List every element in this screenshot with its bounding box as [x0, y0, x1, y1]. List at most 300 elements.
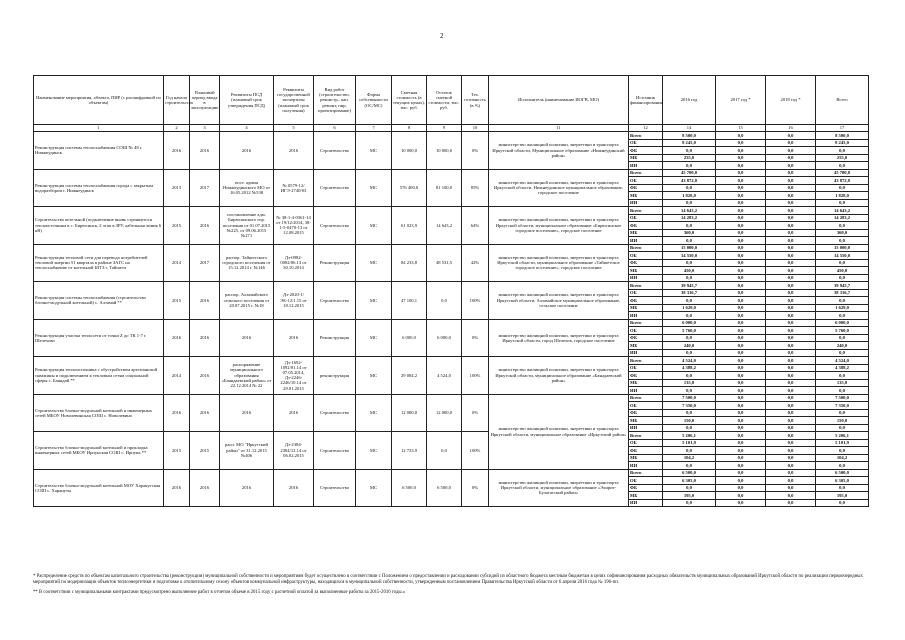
- table-row: [34, 132, 869, 140]
- funding-source: МБ: [629, 417, 663, 425]
- expertise-details: 2016: [274, 132, 314, 170]
- value-total: 5 206,1: [816, 432, 869, 440]
- column-header: 2018 год *: [766, 76, 816, 125]
- value-2017: 0,0: [716, 132, 766, 140]
- value-total: 39 945,7: [816, 282, 869, 290]
- value-2018: 0,0: [766, 334, 816, 342]
- value-2017: 0,0: [716, 409, 766, 417]
- funding-source: ОБ: [629, 477, 663, 485]
- column-header: Реквизиты ПСД (плановый срок утверждения ПСД): [220, 76, 274, 125]
- start-year: 2016: [164, 394, 190, 432]
- value-2017: 0,0: [716, 319, 766, 327]
- value-total: 8 245,0: [816, 139, 869, 147]
- table-row: [34, 432, 869, 440]
- value-2017: 0,0: [716, 372, 766, 380]
- value-total: 0,0: [816, 237, 869, 245]
- value-2016: 45 700,0: [663, 169, 716, 177]
- value-2016: 38 316,7: [663, 289, 716, 297]
- value-2016: 14 643,2: [663, 207, 716, 215]
- object-name: Реконструкция системы теплоснабжения (строительство блочно-модульной котельной) с. Алзамай **: [34, 282, 164, 320]
- column-header: Источник финансирования: [629, 76, 663, 125]
- expertise-details: № 0579-12/ИГЭ-2740/03: [274, 169, 314, 207]
- column-header: Вид работ (строительство, реконстр., кап. ремонт, пир, проектирование): [314, 76, 356, 125]
- value-2018: 0,0: [766, 154, 816, 162]
- value-2018: 0,0: [766, 469, 816, 477]
- funding-source: Всего: [629, 132, 663, 140]
- value-2016: 0,0: [663, 222, 716, 230]
- value-2017: 0,0: [716, 267, 766, 275]
- value-2016: 39 945,7: [663, 282, 716, 290]
- column-number: 8: [392, 125, 427, 132]
- column-number: 7: [356, 125, 392, 132]
- value-2017: 0,0: [716, 274, 766, 282]
- funding-source: ОБ: [629, 364, 663, 372]
- value-2017: 0,0: [716, 282, 766, 290]
- value-2017: 0,0: [716, 184, 766, 192]
- readiness: 42%: [462, 244, 489, 282]
- column-number: 11: [489, 125, 629, 132]
- funding-source: Всего: [629, 207, 663, 215]
- readiness: 100%: [462, 282, 489, 320]
- value-2016: 0,0: [663, 184, 716, 192]
- value-2017: 0,0: [716, 394, 766, 402]
- value-2018: 0,0: [766, 132, 816, 140]
- value-2017: 0,0: [716, 177, 766, 185]
- value-total: 43 872,0: [816, 177, 869, 185]
- funding-source: ОБ: [629, 252, 663, 260]
- funding-source: ИИ: [629, 274, 663, 282]
- value-2016: 5 101,9: [663, 439, 716, 447]
- work-kind: Строительство: [314, 132, 356, 170]
- value-2017: 0,0: [716, 454, 766, 462]
- value-2016: 0,0: [663, 462, 716, 470]
- remaining-cost: 48 531,5: [427, 244, 462, 282]
- value-total: 0,0: [816, 499, 869, 507]
- readiness: 100%: [462, 432, 489, 470]
- funding-source: ОБ: [629, 214, 663, 222]
- table-row: [34, 169, 869, 177]
- funding-source: ИИ: [629, 349, 663, 357]
- value-2018: 0,0: [766, 492, 816, 500]
- value-2016: 0,0: [663, 499, 716, 507]
- funding-source: ИИ: [629, 424, 663, 432]
- psd-details: расп. МО "Иркутский район" от 31.12.2015 №406: [220, 432, 274, 470]
- start-year: 2015: [164, 282, 190, 320]
- value-total: 6 000,0: [816, 319, 869, 327]
- value-2017: 0,0: [716, 304, 766, 312]
- funding-source: МБ: [629, 492, 663, 500]
- ownership-form: МС: [356, 394, 392, 432]
- expertise-details: Дз-1692-1092/01.14 от 07.05.2014, Дз-2246-2246/10.14 от 29.01.2015: [274, 357, 314, 395]
- value-2018: 0,0: [766, 147, 816, 155]
- value-2016: 4 388,2: [663, 364, 716, 372]
- footnote-2: ** В соответствии с муниципальными контрактами предусмотрено выполнение работ в отчетом объеме в 2015 году с расчетной оплатой за выполненные работы за 2015-2016 годы.»: [33, 590, 406, 595]
- value-total: 0,0: [816, 222, 869, 230]
- start-year: 2013: [164, 169, 190, 207]
- value-2016: 0,0: [663, 424, 716, 432]
- value-total: 4 388,2: [816, 364, 869, 372]
- value-total: 45 700,0: [816, 169, 869, 177]
- work-kind: Реконструкция: [314, 244, 356, 282]
- value-2018: 0,0: [766, 417, 816, 425]
- value-2017: 0,0: [716, 447, 766, 455]
- funding-source: МБ: [629, 342, 663, 350]
- ownership-form: МС: [356, 432, 392, 470]
- value-total: 0,0: [816, 424, 869, 432]
- value-total: 360,0: [816, 229, 869, 237]
- ownership-form: МС: [356, 357, 392, 395]
- value-2017: 0,0: [716, 492, 766, 500]
- executor: министерство жилищной политики, энергетики и транспорта Иркутской области, Нижнеудинское муниципальное образование, городское поселение: [489, 169, 629, 207]
- object-name: Строительство блочно-модульной котельной и инженерных сетей МБОУ Новолевинская СОШ с. Новолевино: [34, 394, 164, 432]
- start-year: 2015: [164, 432, 190, 470]
- column-number: 5: [274, 125, 314, 132]
- value-total: 150,0: [816, 417, 869, 425]
- readiness: 0%: [462, 319, 489, 357]
- value-2017: 0,0: [716, 349, 766, 357]
- value-total: 1 629,0: [816, 304, 869, 312]
- funding-source: ОБ: [629, 439, 663, 447]
- value-2017: 0,0: [716, 169, 766, 177]
- funding-source: ФБ: [629, 484, 663, 492]
- funding-source: Всего: [629, 169, 663, 177]
- value-2016: 135,8: [663, 379, 716, 387]
- value-2016: 6 000,0: [663, 319, 716, 327]
- table-row: [34, 394, 869, 402]
- table-row: [34, 469, 869, 477]
- value-2018: 0,0: [766, 462, 816, 470]
- executor: министерство жилищной политики, энергетики и транспорта Иркутской области, Алзамайское муниципальное образование, сельское поселение: [489, 282, 629, 320]
- readiness: 0%: [462, 394, 489, 432]
- funding-source: ОБ: [629, 402, 663, 410]
- psd-details: 2016: [220, 319, 274, 357]
- start-year: 2015: [164, 207, 190, 245]
- value-2018: 0,0: [766, 169, 816, 177]
- value-2017: 0,0: [716, 387, 766, 395]
- value-total: 0,0: [816, 297, 869, 305]
- value-2018: 0,0: [766, 349, 816, 357]
- value-2016: 6 500,0: [663, 469, 716, 477]
- expertise-details: 2016: [274, 394, 314, 432]
- value-2017: 0,0: [716, 499, 766, 507]
- value-2018: 0,0: [766, 222, 816, 230]
- value-2016: 0,0: [663, 147, 716, 155]
- commission-period: 2015: [190, 432, 220, 470]
- funding-source: ФБ: [629, 372, 663, 380]
- value-2018: 0,0: [766, 357, 816, 365]
- remaining-cost: 6 500,0: [427, 469, 462, 507]
- value-2018: 0,0: [766, 304, 816, 312]
- ownership-form: МС: [356, 469, 392, 507]
- executor: министерство жилищной политики, энергетики и транспорта Иркутской области, муниципальное образование «Баяндаевский район»: [489, 357, 629, 395]
- remaining-cost: 0,0: [427, 432, 462, 470]
- readiness: 100%: [462, 357, 489, 395]
- value-total: 7 500,0: [816, 394, 869, 402]
- commission-period: 2016: [190, 394, 220, 432]
- start-year: 2016: [164, 132, 190, 170]
- psd-details: 2016: [220, 132, 274, 170]
- value-2016: 0,0: [663, 387, 716, 395]
- expertise-details: 2016: [274, 319, 314, 357]
- object-name: Реконструкция системы теплоснабжения СОШ № 48 г. Нижнеудинск: [34, 132, 164, 170]
- funding-source: ФБ: [629, 447, 663, 455]
- funding-source: ИИ: [629, 499, 663, 507]
- start-year: 2014: [164, 357, 190, 395]
- value-total: 38 316,7: [816, 289, 869, 297]
- value-total: 8 500,0: [816, 132, 869, 140]
- work-kind: Строительство: [314, 207, 356, 245]
- page-number: 2: [440, 32, 444, 40]
- object-name: Строительство котельной (подключение вновь строящегося теплоисточника в с. Бирюсинск, 2 этап в ЗРУ, кабельная линия 6 кВ): [34, 207, 164, 245]
- column-header: 2017 год *: [716, 76, 766, 125]
- value-2017: 0,0: [716, 147, 766, 155]
- value-2016: 43 872,0: [663, 177, 716, 185]
- value-2016: 0,0: [663, 349, 716, 357]
- funding-source: Всего: [629, 394, 663, 402]
- value-2016: 0,0: [663, 312, 716, 320]
- value-2016: 150,0: [663, 417, 716, 425]
- value-2018: 0,0: [766, 274, 816, 282]
- column-number: 14: [663, 125, 716, 132]
- value-2016: 450,0: [663, 267, 716, 275]
- funding-source: ФБ: [629, 297, 663, 305]
- value-2018: 0,0: [766, 342, 816, 350]
- value-2017: 0,0: [716, 139, 766, 147]
- funding-source: ОБ: [629, 289, 663, 297]
- value-2018: 0,0: [766, 237, 816, 245]
- column-number-row: [34, 125, 869, 132]
- value-total: 0,0: [816, 334, 869, 342]
- readiness: 0%: [462, 469, 489, 507]
- value-total: 240,0: [816, 342, 869, 350]
- value-2018: 0,0: [766, 402, 816, 410]
- value-2018: 0,0: [766, 289, 816, 297]
- value-total: 4 524,0: [816, 357, 869, 365]
- work-kind: Реконструкция: [314, 319, 356, 357]
- value-2016: 0,0: [663, 162, 716, 170]
- ownership-form: МС: [356, 132, 392, 170]
- value-2018: 0,0: [766, 207, 816, 215]
- column-header: Исполнитель (наименование ИОГВ, МО): [489, 76, 629, 125]
- estimated-cost: 61 023,9: [392, 207, 427, 245]
- psd-details: распор. Тайшетского городского поселения от 15.12.2014 г. №146: [220, 244, 274, 282]
- value-2017: 0,0: [716, 379, 766, 387]
- value-total: 0,0: [816, 199, 869, 207]
- value-2016: 14 550,0: [663, 252, 716, 260]
- funding-source: МБ: [629, 229, 663, 237]
- psd-details: 2016: [220, 469, 274, 507]
- column-header: Реквизиты государственной экспертизы (плановый срок получения): [274, 76, 314, 125]
- value-2018: 0,0: [766, 447, 816, 455]
- value-2017: 0,0: [716, 312, 766, 320]
- value-total: 450,0: [816, 267, 869, 275]
- value-total: 0,0: [816, 484, 869, 492]
- program-table: [33, 75, 869, 507]
- readiness: 0%: [462, 132, 489, 170]
- expertise-details: № 38-1-4-0361-14 от 19/12/2014, 38-1-5-0470-13 от 12.08.2015: [274, 207, 314, 245]
- work-kind: реконструкция: [314, 357, 356, 395]
- value-total: 5 101,9: [816, 439, 869, 447]
- executor: министерство жилищной политики, энергетики и транспорта Иркутской области, муниципальное образование «Бирюсинское городское поселение», городское поселение: [489, 207, 629, 245]
- value-2016: 0,0: [663, 237, 716, 245]
- column-number: 12: [629, 125, 663, 132]
- value-2017: 0,0: [716, 477, 766, 485]
- remaining-cost: 6 000,0: [427, 319, 462, 357]
- funding-source: ИИ: [629, 199, 663, 207]
- column-number: 9: [427, 125, 462, 132]
- ownership-form: МС: [356, 207, 392, 245]
- executor: министерство жилищной политики, энергетики и транспорта Иркутской области, город Шелехов, городское поселение: [489, 319, 629, 357]
- funding-source: ИИ: [629, 162, 663, 170]
- estimated-cost: 6 500,0: [392, 469, 427, 507]
- table-body: [34, 125, 869, 507]
- commission-period: 2016: [190, 132, 220, 170]
- expertise-details: Дз-2384-2384/12.14 от 06.02.2015: [274, 432, 314, 470]
- work-kind: Строительство: [314, 169, 356, 207]
- value-total: 0,0: [816, 162, 869, 170]
- value-2016: 0,0: [663, 259, 716, 267]
- commission-period: 2016: [190, 207, 220, 245]
- commission-period: 2016: [190, 319, 220, 357]
- value-total: 255,0: [816, 154, 869, 162]
- psd-details: постановление адм. Бирюсинского гор. поселения от 01.07.2015 №225, от 09.06.2015 №271: [220, 207, 274, 245]
- table-header: [34, 76, 869, 125]
- table-row: [34, 207, 869, 215]
- header-row: [34, 76, 869, 125]
- estimated-cost: 84 233,8: [392, 244, 427, 282]
- value-2016: 7 350,0: [663, 402, 716, 410]
- column-header: 2016 год: [663, 76, 716, 125]
- value-2017: 0,0: [716, 364, 766, 372]
- value-total: 0,0: [816, 372, 869, 380]
- executor: министерство жилищной политики, энергетики и транспорта Иркутской области, Муниципальное образование «Нижнеудинский район»: [489, 132, 629, 170]
- value-2018: 0,0: [766, 229, 816, 237]
- value-2016: 240,0: [663, 342, 716, 350]
- value-2018: 0,0: [766, 409, 816, 417]
- value-2016: 0,0: [663, 297, 716, 305]
- funding-source: Всего: [629, 282, 663, 290]
- value-2017: 0,0: [716, 259, 766, 267]
- remaining-cost: 4 524,0: [427, 357, 462, 395]
- value-2016: 14 283,2: [663, 214, 716, 222]
- value-2017: 0,0: [716, 357, 766, 365]
- value-2016: 1 828,0: [663, 192, 716, 200]
- value-2017: 0,0: [716, 402, 766, 410]
- value-total: 104,2: [816, 454, 869, 462]
- value-2017: 0,0: [716, 297, 766, 305]
- column-number: 1: [34, 125, 164, 132]
- value-2018: 0,0: [766, 297, 816, 305]
- value-2016: 1 629,0: [663, 304, 716, 312]
- value-total: 0,0: [816, 462, 869, 470]
- value-2018: 0,0: [766, 162, 816, 170]
- value-total: 0,0: [816, 447, 869, 455]
- funding-source: ФБ: [629, 222, 663, 230]
- value-2017: 0,0: [716, 252, 766, 260]
- value-2016: 8 500,0: [663, 132, 716, 140]
- column-number: 15: [716, 125, 766, 132]
- value-total: 135,8: [816, 379, 869, 387]
- table-row: [34, 282, 869, 290]
- value-2017: 0,0: [716, 424, 766, 432]
- funding-source: Всего: [629, 432, 663, 440]
- start-year: 2016: [164, 469, 190, 507]
- expertise-details: Дз-2020-1/ЭБ-12/1.15 от 18.12.2015: [274, 282, 314, 320]
- psd-details: распор. Алзамайского сельского поселения от 20.07.2015 г. №18: [220, 282, 274, 320]
- value-2016: 5 206,1: [663, 432, 716, 440]
- value-2016: 0,0: [663, 372, 716, 380]
- value-2018: 0,0: [766, 184, 816, 192]
- funding-source: ОБ: [629, 139, 663, 147]
- commission-period: 2016: [190, 469, 220, 507]
- funding-source: МБ: [629, 154, 663, 162]
- ownership-form: МС: [356, 282, 392, 320]
- executor: министерство жилищной политики, энергетики и транспорта Иркутской области, муниципальное образование «Эхирит-Булагатский район»: [489, 469, 629, 507]
- value-2016: 0,0: [663, 199, 716, 207]
- executor: министерство жилищной политики, энергетики и транспорта Иркутской области, муниципальное образование «Иркутский район»: [489, 394, 629, 469]
- value-2018: 0,0: [766, 259, 816, 267]
- value-2017: 0,0: [716, 469, 766, 477]
- value-2018: 0,0: [766, 327, 816, 335]
- value-2018: 0,0: [766, 244, 816, 252]
- value-total: 0,0: [816, 387, 869, 395]
- column-header: Наименование мероприятия, объекта, ПИР (с расшифровкой по объектам): [34, 76, 164, 125]
- funding-source: ФБ: [629, 147, 663, 155]
- column-header: Всего: [816, 76, 869, 125]
- footnote-1: * Распределение средств по объектам капитального строительства (реконструкции) муниципальной собственности и мероприятиям будет осуществлено в соответствии с Положением о предоставлении и расходовании субсидий из областного бюджета местным бюджетам в целях софинансирования расходных обязательств муниципальных образований Иркутской области по реализации первоочередных мероприятий по модернизации объектов теплоэнергетики и подготовке к отопительному сезону объектов коммунальной инфраструктуры, находящихся в муниципальной собственности, утвержденным постановлением Правительства Иркутской области от 6 апреля 2016 года № 196-пп.: [33, 574, 863, 585]
- value-2018: 0,0: [766, 319, 816, 327]
- funding-source: ОБ: [629, 177, 663, 185]
- psd-details: пост. админ Нижнеудинского МО от 16.05.2012 №538: [220, 169, 274, 207]
- value-2018: 0,0: [766, 214, 816, 222]
- funding-source: ФБ: [629, 259, 663, 267]
- value-total: 0,0: [816, 259, 869, 267]
- value-2018: 0,0: [766, 387, 816, 395]
- funding-source: Всего: [629, 319, 663, 327]
- ownership-form: МС: [356, 169, 392, 207]
- value-2017: 0,0: [716, 237, 766, 245]
- value-2017: 0,0: [716, 244, 766, 252]
- value-total: 7 350,0: [816, 402, 869, 410]
- column-number: 6: [314, 125, 356, 132]
- value-total: 14 283,2: [816, 214, 869, 222]
- psd-details: 2016: [220, 394, 274, 432]
- value-2017: 0,0: [716, 207, 766, 215]
- value-total: 1 828,0: [816, 192, 869, 200]
- value-2017: 0,0: [716, 154, 766, 162]
- readiness: 85%: [462, 169, 489, 207]
- funding-source: МБ: [629, 192, 663, 200]
- value-2018: 0,0: [766, 252, 816, 260]
- column-number: 2: [164, 125, 190, 132]
- column-number: 10: [462, 125, 489, 132]
- value-2017: 0,0: [716, 417, 766, 425]
- commission-period: 2017: [190, 169, 220, 207]
- value-2017: 0,0: [716, 222, 766, 230]
- value-2017: 0,0: [716, 327, 766, 335]
- estimated-cost: 29 084,2: [392, 357, 427, 395]
- funding-source: МБ: [629, 379, 663, 387]
- footnotes: [33, 574, 873, 600]
- remaining-cost: 10 000,0: [427, 132, 462, 170]
- value-2018: 0,0: [766, 267, 816, 275]
- funding-source: ФБ: [629, 334, 663, 342]
- remaining-cost: 81 100,0: [427, 169, 462, 207]
- value-total: 5 760,0: [816, 327, 869, 335]
- value-total: 0,0: [816, 184, 869, 192]
- value-2018: 0,0: [766, 199, 816, 207]
- value-2016: 4 524,0: [663, 357, 716, 365]
